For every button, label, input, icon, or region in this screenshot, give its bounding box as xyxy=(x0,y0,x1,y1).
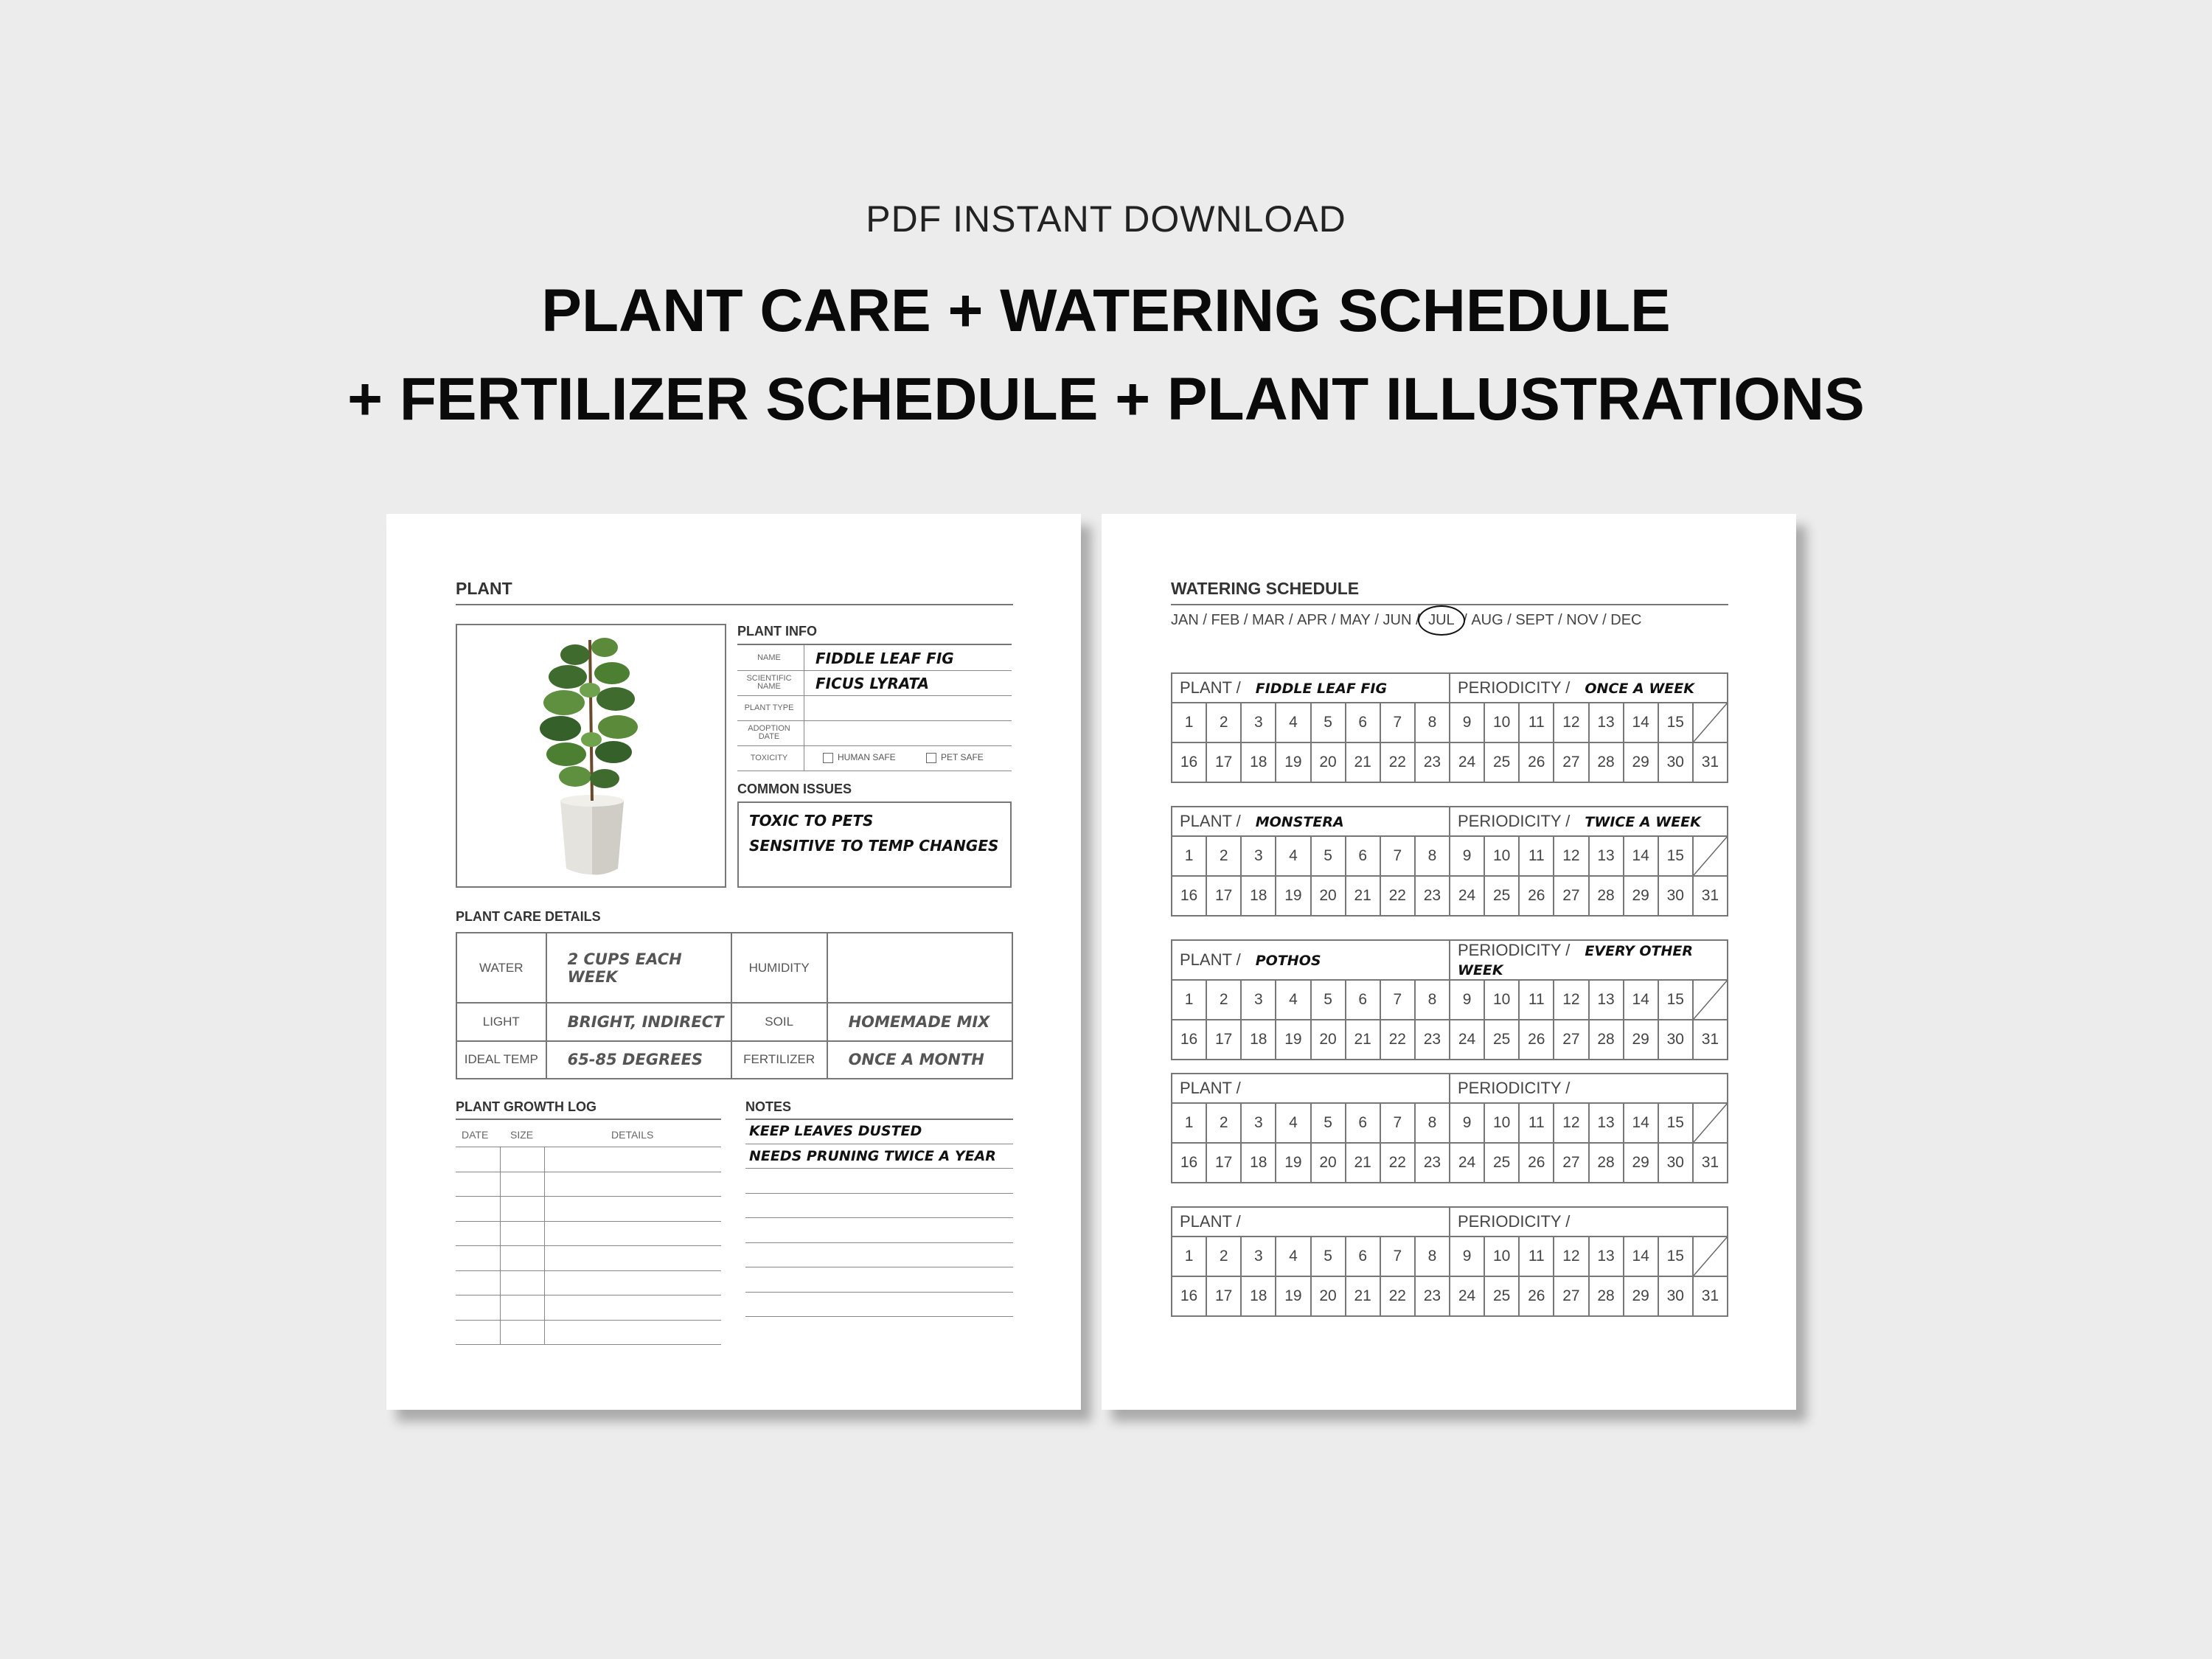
ideal-temp-label: IDEAL TEMP xyxy=(456,1041,546,1079)
day-cell[interactable]: 29 xyxy=(1624,742,1658,782)
day-cell[interactable]: 7 xyxy=(1380,980,1415,1020)
day-cell[interactable]: 12 xyxy=(1554,836,1588,876)
common-issues-box xyxy=(737,801,1012,888)
note-2: NEEDS PRUNING TWICE A YEAR xyxy=(749,1148,996,1164)
log-col-details: DETAILS xyxy=(611,1129,654,1141)
month-feb[interactable]: FEB xyxy=(1211,612,1240,628)
common-issue-2: SENSITIVE TO TEMP CHANGES xyxy=(749,837,999,855)
plant-label: PLANT / xyxy=(1180,1212,1241,1231)
schedule-block xyxy=(1171,806,1728,917)
plant-info-heading: PLANT INFO xyxy=(737,624,817,639)
day-cell[interactable]: 28 xyxy=(1589,876,1624,916)
soil-label: SOIL xyxy=(731,1003,827,1040)
note-1: KEEP LEAVES DUSTED xyxy=(749,1123,922,1139)
month-separator: / xyxy=(1239,612,1253,628)
day-cell[interactable]: 12 xyxy=(1554,703,1588,742)
blank-day-cell xyxy=(1693,1103,1728,1143)
schedule-periodicity-cell[interactable] xyxy=(1450,807,1728,836)
day-cell[interactable]: 3 xyxy=(1241,980,1276,1020)
plant-info-name-row xyxy=(737,645,1012,671)
day-cell[interactable]: 31 xyxy=(1693,876,1728,916)
day-cell[interactable]: 27 xyxy=(1554,742,1588,782)
day-cell[interactable]: 15 xyxy=(1658,703,1693,742)
day-cell[interactable]: 20 xyxy=(1311,1276,1346,1316)
blank-day-cell xyxy=(1693,703,1728,742)
day-cell[interactable]: 2 xyxy=(1206,980,1241,1020)
day-cell[interactable]: 14 xyxy=(1624,1103,1658,1143)
day-cell[interactable]: 5 xyxy=(1311,836,1346,876)
log-row-line xyxy=(456,1270,721,1271)
log-row-line xyxy=(456,1196,721,1197)
day-cell[interactable]: 18 xyxy=(1241,876,1276,916)
day-cell[interactable]: 29 xyxy=(1624,876,1658,916)
day-cell[interactable]: 10 xyxy=(1484,703,1519,742)
day-cell[interactable]: 2 xyxy=(1206,1103,1241,1143)
day-cell[interactable]: 25 xyxy=(1484,742,1519,782)
day-cell[interactable]: 27 xyxy=(1554,1143,1588,1183)
periodicity-label: PERIODICITY / xyxy=(1458,941,1571,959)
light-label: LIGHT xyxy=(456,1003,546,1040)
day-cell[interactable]: 24 xyxy=(1450,1020,1484,1060)
day-cell[interactable]: 4 xyxy=(1276,980,1310,1020)
schedule-plant-name: MONSTERA xyxy=(1255,814,1344,830)
day-cell[interactable]: 7 xyxy=(1380,836,1415,876)
schedule-plant-cell[interactable] xyxy=(1172,673,1450,703)
day-cell[interactable]: 11 xyxy=(1519,1237,1554,1276)
day-cell[interactable]: 16 xyxy=(1172,1276,1206,1316)
day-cell[interactable]: 23 xyxy=(1415,1276,1450,1316)
day-cell[interactable]: 30 xyxy=(1658,1276,1693,1316)
month-may[interactable]: MAY xyxy=(1339,612,1371,628)
plant-label: PLANT / xyxy=(1180,1079,1241,1097)
schedule-plant-cell[interactable] xyxy=(1172,1207,1450,1237)
day-cell[interactable]: 6 xyxy=(1346,703,1380,742)
blank-day-cell xyxy=(1693,980,1728,1020)
log-row-line xyxy=(456,1245,721,1246)
schedule-periodicity-cell[interactable] xyxy=(1450,940,1728,980)
day-cell[interactable]: 11 xyxy=(1519,836,1554,876)
day-cell[interactable]: 4 xyxy=(1276,1237,1310,1276)
day-cell[interactable]: 4 xyxy=(1276,836,1310,876)
human-safe-checkbox[interactable] xyxy=(823,753,833,763)
day-cell[interactable]: 19 xyxy=(1276,1276,1310,1316)
schedule-table xyxy=(1171,1073,1728,1183)
day-cell[interactable]: 6 xyxy=(1346,1237,1380,1276)
day-cell[interactable]: 30 xyxy=(1658,742,1693,782)
day-cell[interactable]: 8 xyxy=(1415,703,1450,742)
day-cell[interactable]: 15 xyxy=(1658,1237,1693,1276)
month-nov[interactable]: NOV xyxy=(1566,612,1599,628)
day-cell[interactable]: 24 xyxy=(1450,1276,1484,1316)
day-cell[interactable]: 25 xyxy=(1484,1276,1519,1316)
day-cell[interactable]: 21 xyxy=(1346,742,1380,782)
day-cell[interactable]: 17 xyxy=(1206,1143,1241,1183)
log-col-date: DATE xyxy=(462,1129,489,1141)
day-cell[interactable]: 30 xyxy=(1658,876,1693,916)
day-cell[interactable]: 9 xyxy=(1450,703,1484,742)
day-cell[interactable]: 16 xyxy=(1172,742,1206,782)
schedule-periodicity-value: ONCE A WEEK xyxy=(1585,681,1694,697)
day-cell[interactable]: 1 xyxy=(1172,703,1206,742)
day-cell[interactable]: 8 xyxy=(1415,1103,1450,1143)
day-cell[interactable]: 21 xyxy=(1346,1020,1380,1060)
periodicity-label: PERIODICITY / xyxy=(1458,1079,1571,1097)
day-cell[interactable]: 8 xyxy=(1415,836,1450,876)
month-mar[interactable]: MAR xyxy=(1252,612,1285,628)
fertilizer-label: FERTILIZER xyxy=(731,1041,827,1079)
month-separator: / xyxy=(1411,612,1425,628)
scientific-name-label: SCIENTIFIC NAME xyxy=(746,674,792,691)
day-cell[interactable]: 16 xyxy=(1172,876,1206,916)
month-separator: / xyxy=(1598,612,1611,628)
day-cell[interactable]: 28 xyxy=(1589,1020,1624,1060)
common-issues-heading: COMMON ISSUES xyxy=(737,782,852,796)
day-cell[interactable]: 14 xyxy=(1624,703,1658,742)
watering-page-title: WATERING SCHEDULE xyxy=(1171,579,1360,598)
day-cell[interactable]: 26 xyxy=(1519,1276,1554,1316)
day-cell[interactable]: 28 xyxy=(1589,1276,1624,1316)
day-cell[interactable]: 3 xyxy=(1241,836,1276,876)
day-cell[interactable]: 31 xyxy=(1693,1276,1728,1316)
log-row-line xyxy=(456,1344,721,1345)
month-selector xyxy=(1171,612,1642,629)
log-row-line xyxy=(456,1221,721,1222)
day-cell[interactable]: 23 xyxy=(1415,742,1450,782)
day-cell[interactable]: 17 xyxy=(1206,876,1241,916)
day-cell[interactable]: 23 xyxy=(1415,1143,1450,1183)
day-cell[interactable]: 26 xyxy=(1519,1143,1554,1183)
day-cell[interactable]: 18 xyxy=(1241,1276,1276,1316)
day-cell[interactable]: 31 xyxy=(1693,1020,1728,1060)
day-cell[interactable]: 12 xyxy=(1554,1237,1588,1276)
plant-page-title: PLANT xyxy=(456,579,512,598)
log-col-size: SIZE xyxy=(510,1129,534,1141)
day-cell[interactable]: 21 xyxy=(1346,1143,1380,1183)
blank-day-cell xyxy=(1693,836,1728,876)
day-cell[interactable]: 22 xyxy=(1380,1143,1415,1183)
human-safe-option[interactable] xyxy=(823,752,896,763)
day-cell[interactable]: 24 xyxy=(1450,742,1484,782)
day-cell[interactable]: 13 xyxy=(1589,980,1624,1020)
plant-info-adoption-row xyxy=(737,720,1012,746)
day-cell[interactable]: 26 xyxy=(1519,876,1554,916)
day-cell[interactable]: 5 xyxy=(1311,1237,1346,1276)
day-cell[interactable]: 17 xyxy=(1206,1020,1241,1060)
day-cell[interactable]: 2 xyxy=(1206,1237,1241,1276)
log-row-line xyxy=(456,1320,721,1321)
day-cell[interactable]: 9 xyxy=(1450,980,1484,1020)
day-cell[interactable]: 10 xyxy=(1484,1237,1519,1276)
note-line xyxy=(745,1168,1013,1169)
day-cell[interactable]: 29 xyxy=(1624,1276,1658,1316)
day-cell[interactable]: 9 xyxy=(1450,1237,1484,1276)
schedule-periodicity-value: TWICE A WEEK xyxy=(1585,814,1701,830)
toxicity-label: TOXICITY xyxy=(750,753,788,762)
day-cell[interactable]: 14 xyxy=(1624,836,1658,876)
day-cell[interactable]: 31 xyxy=(1693,742,1728,782)
common-issue-1: TOXIC TO PETS xyxy=(749,812,874,830)
care-details-table xyxy=(456,932,1013,1079)
day-cell[interactable]: 8 xyxy=(1415,980,1450,1020)
name-label: NAME xyxy=(757,653,781,662)
watering-schedule-page xyxy=(1102,514,1796,1410)
day-cell[interactable]: 25 xyxy=(1484,1143,1519,1183)
day-cell[interactable]: 2 xyxy=(1206,703,1241,742)
note-line xyxy=(745,1316,1013,1317)
growth-log-heading: PLANT GROWTH LOG xyxy=(456,1099,597,1114)
day-cell[interactable]: 10 xyxy=(1484,1103,1519,1143)
day-cell[interactable]: 1 xyxy=(1172,1103,1206,1143)
day-cell[interactable]: 20 xyxy=(1311,1020,1346,1060)
adoption-date-label: ADOPTION DATE xyxy=(748,724,790,741)
day-cell[interactable]: 9 xyxy=(1450,836,1484,876)
schedule-plant-name: FIDDLE LEAF FIG xyxy=(1255,681,1388,697)
schedule-table xyxy=(1171,672,1728,783)
water-value: 2 CUPS EACH WEEK xyxy=(546,933,731,1003)
day-cell[interactable]: 13 xyxy=(1589,1237,1624,1276)
day-cell[interactable]: 7 xyxy=(1380,1237,1415,1276)
month-jun[interactable]: JUN xyxy=(1382,612,1412,628)
month-separator: / xyxy=(1327,612,1340,628)
day-cell[interactable]: 20 xyxy=(1311,742,1346,782)
schedule-periodicity-value: EVERY OTHER WEEK xyxy=(1458,943,1693,978)
schedule-plant-cell[interactable] xyxy=(1172,807,1450,836)
day-cell[interactable]: 11 xyxy=(1519,1103,1554,1143)
day-cell[interactable]: 19 xyxy=(1276,742,1310,782)
day-cell[interactable]: 23 xyxy=(1415,876,1450,916)
schedule-table xyxy=(1171,806,1728,917)
day-cell[interactable]: 27 xyxy=(1554,876,1588,916)
plant-illustration-frame xyxy=(456,624,726,888)
schedule-periodicity-cell[interactable] xyxy=(1450,1207,1728,1237)
pet-safe-label: PET SAFE xyxy=(941,752,984,762)
day-cell[interactable]: 29 xyxy=(1624,1143,1658,1183)
day-cell[interactable]: 6 xyxy=(1346,1103,1380,1143)
name-value: FIDDLE LEAF FIG xyxy=(815,650,954,667)
day-cell[interactable]: 17 xyxy=(1206,742,1241,782)
note-line xyxy=(745,1217,1013,1218)
day-cell[interactable]: 7 xyxy=(1380,703,1415,742)
month-separator: / xyxy=(1554,612,1567,628)
day-cell[interactable]: 13 xyxy=(1589,1103,1624,1143)
notes-heading: NOTES xyxy=(745,1099,792,1114)
day-cell[interactable]: 25 xyxy=(1484,1020,1519,1060)
day-cell[interactable]: 28 xyxy=(1589,742,1624,782)
day-cell[interactable]: 8 xyxy=(1415,1237,1450,1276)
day-cell[interactable]: 6 xyxy=(1346,980,1380,1020)
day-cell[interactable]: 3 xyxy=(1241,1237,1276,1276)
day-cell[interactable]: 27 xyxy=(1554,1020,1588,1060)
human-safe-label: HUMAN SAFE xyxy=(838,752,896,762)
day-cell[interactable]: 22 xyxy=(1380,1020,1415,1060)
day-cell[interactable]: 26 xyxy=(1519,742,1554,782)
day-cell[interactable]: 13 xyxy=(1589,836,1624,876)
log-column-divider xyxy=(500,1147,501,1344)
day-cell[interactable]: 20 xyxy=(1311,876,1346,916)
light-value: BRIGHT, INDIRECT xyxy=(546,1003,731,1040)
schedule-block xyxy=(1171,939,1728,1060)
schedule-periodicity-cell[interactable] xyxy=(1450,1074,1728,1103)
day-cell[interactable]: 22 xyxy=(1380,876,1415,916)
note-line xyxy=(745,1292,1013,1293)
humidity-label: HUMIDITY xyxy=(731,933,827,1003)
plant-info-scientific-row xyxy=(737,670,1012,696)
month-apr[interactable]: APR xyxy=(1297,612,1328,628)
month-sept[interactable]: SEPT xyxy=(1515,612,1554,628)
schedule-plant-name: POTHOS xyxy=(1255,953,1321,969)
humidity-value xyxy=(827,933,1012,1003)
schedule-block xyxy=(1171,672,1728,783)
schedule-plant-cell[interactable] xyxy=(1172,940,1450,980)
day-cell[interactable]: 10 xyxy=(1484,836,1519,876)
day-cell[interactable]: 4 xyxy=(1276,1103,1310,1143)
day-cell[interactable]: 26 xyxy=(1519,1020,1554,1060)
day-cell[interactable]: 2 xyxy=(1206,836,1241,876)
scientific-name-value: FICUS LYRATA xyxy=(815,675,930,692)
month-jan[interactable]: JAN xyxy=(1171,612,1199,628)
note-line xyxy=(745,1193,1013,1194)
day-cell[interactable]: 11 xyxy=(1519,980,1554,1020)
day-cell[interactable]: 20 xyxy=(1311,1143,1346,1183)
divider xyxy=(456,604,1013,605)
note-line xyxy=(745,1242,1013,1243)
day-cell[interactable]: 15 xyxy=(1658,1103,1693,1143)
day-cell[interactable]: 5 xyxy=(1311,703,1346,742)
day-cell[interactable]: 19 xyxy=(1276,876,1310,916)
day-cell[interactable]: 31 xyxy=(1693,1143,1728,1183)
day-cell[interactable]: 19 xyxy=(1276,1143,1310,1183)
day-cell[interactable]: 4 xyxy=(1276,703,1310,742)
day-cell[interactable]: 12 xyxy=(1554,1103,1588,1143)
plant-care-page xyxy=(386,514,1081,1410)
day-cell[interactable]: 22 xyxy=(1380,742,1415,782)
day-cell[interactable]: 3 xyxy=(1241,1103,1276,1143)
header-subtitle: PDF INSTANT DOWNLOAD xyxy=(866,198,1346,240)
fiddle-leaf-fig-illustration xyxy=(457,625,725,886)
schedule-periodicity-cell[interactable] xyxy=(1450,673,1728,703)
schedule-table xyxy=(1171,1206,1728,1317)
fertilizer-value: ONCE A MONTH xyxy=(827,1041,1012,1079)
plant-label: PLANT / xyxy=(1180,678,1241,697)
day-cell[interactable]: 14 xyxy=(1624,1237,1658,1276)
header-title-line-1: PLANT CARE + WATERING SCHEDULE xyxy=(541,277,1671,344)
day-cell[interactable]: 30 xyxy=(1658,1143,1693,1183)
plant-label: PLANT / xyxy=(1180,950,1241,969)
day-cell[interactable]: 5 xyxy=(1311,1103,1346,1143)
month-separator: / xyxy=(1198,612,1211,628)
day-cell[interactable]: 29 xyxy=(1624,1020,1658,1060)
day-cell[interactable]: 1 xyxy=(1172,1237,1206,1276)
schedule-plant-cell[interactable] xyxy=(1172,1074,1450,1103)
day-cell[interactable]: 24 xyxy=(1450,1143,1484,1183)
month-separator: / xyxy=(1503,612,1516,628)
day-cell[interactable]: 24 xyxy=(1450,876,1484,916)
day-cell[interactable]: 21 xyxy=(1346,1276,1380,1316)
header-title-line-2: + FERTILIZER SCHEDULE + PLANT ILLUSTRATIONS xyxy=(347,366,1865,433)
day-cell[interactable]: 3 xyxy=(1241,703,1276,742)
day-cell[interactable]: 22 xyxy=(1380,1276,1415,1316)
log-column-divider xyxy=(544,1147,545,1344)
day-cell[interactable]: 11 xyxy=(1519,703,1554,742)
day-cell[interactable]: 10 xyxy=(1484,980,1519,1020)
plant-type-label: PLANT TYPE xyxy=(744,703,794,712)
day-cell[interactable]: 1 xyxy=(1172,836,1206,876)
day-cell[interactable]: 12 xyxy=(1554,980,1588,1020)
periodicity-label: PERIODICITY / xyxy=(1458,1212,1571,1231)
care-details-heading: PLANT CARE DETAILS xyxy=(456,909,601,924)
day-cell[interactable]: 30 xyxy=(1658,1020,1693,1060)
month-separator: / xyxy=(1370,612,1383,628)
day-cell[interactable]: 7 xyxy=(1380,1103,1415,1143)
schedule-block xyxy=(1171,1206,1728,1317)
day-cell[interactable]: 1 xyxy=(1172,980,1206,1020)
day-cell[interactable]: 6 xyxy=(1346,836,1380,876)
schedule-block xyxy=(1171,1073,1728,1183)
day-cell[interactable]: 18 xyxy=(1241,742,1276,782)
schedule-table xyxy=(1171,939,1728,1060)
ideal-temp-value: 65-85 DEGREES xyxy=(546,1041,731,1079)
day-cell[interactable]: 18 xyxy=(1241,1143,1276,1183)
month-separator: / xyxy=(1458,612,1472,628)
month-aug[interactable]: AUG xyxy=(1471,612,1503,628)
day-cell[interactable]: 16 xyxy=(1172,1020,1206,1060)
day-cell[interactable]: 15 xyxy=(1658,836,1693,876)
day-cell[interactable]: 19 xyxy=(1276,1020,1310,1060)
day-cell[interactable]: 9 xyxy=(1450,1103,1484,1143)
month-jul[interactable]: JUL xyxy=(1424,612,1459,629)
pet-safe-option[interactable] xyxy=(926,752,984,763)
pet-safe-checkbox[interactable] xyxy=(926,753,936,763)
periodicity-label: PERIODICITY / xyxy=(1458,678,1571,697)
day-cell[interactable]: 14 xyxy=(1624,980,1658,1020)
blank-day-cell xyxy=(1693,1237,1728,1276)
day-cell[interactable]: 25 xyxy=(1484,876,1519,916)
plant-info-type-row xyxy=(737,695,1012,721)
day-cell[interactable]: 27 xyxy=(1554,1276,1588,1316)
day-cell[interactable]: 23 xyxy=(1415,1020,1450,1060)
day-cell[interactable]: 17 xyxy=(1206,1276,1241,1316)
soil-value: HOMEMADE MIX xyxy=(827,1003,1012,1040)
day-cell[interactable]: 21 xyxy=(1346,876,1380,916)
periodicity-label: PERIODICITY / xyxy=(1458,812,1571,830)
month-dec[interactable]: DEC xyxy=(1610,612,1642,628)
day-cell[interactable]: 18 xyxy=(1241,1020,1276,1060)
month-separator: / xyxy=(1284,612,1298,628)
plant-label: PLANT / xyxy=(1180,812,1241,830)
plant-info-toxicity-row xyxy=(737,745,1012,771)
day-cell[interactable]: 5 xyxy=(1311,980,1346,1020)
day-cell[interactable]: 16 xyxy=(1172,1143,1206,1183)
day-cell[interactable]: 28 xyxy=(1589,1143,1624,1183)
day-cell[interactable]: 13 xyxy=(1589,703,1624,742)
day-cell[interactable]: 15 xyxy=(1658,980,1693,1020)
water-label: WATER xyxy=(456,933,546,1003)
